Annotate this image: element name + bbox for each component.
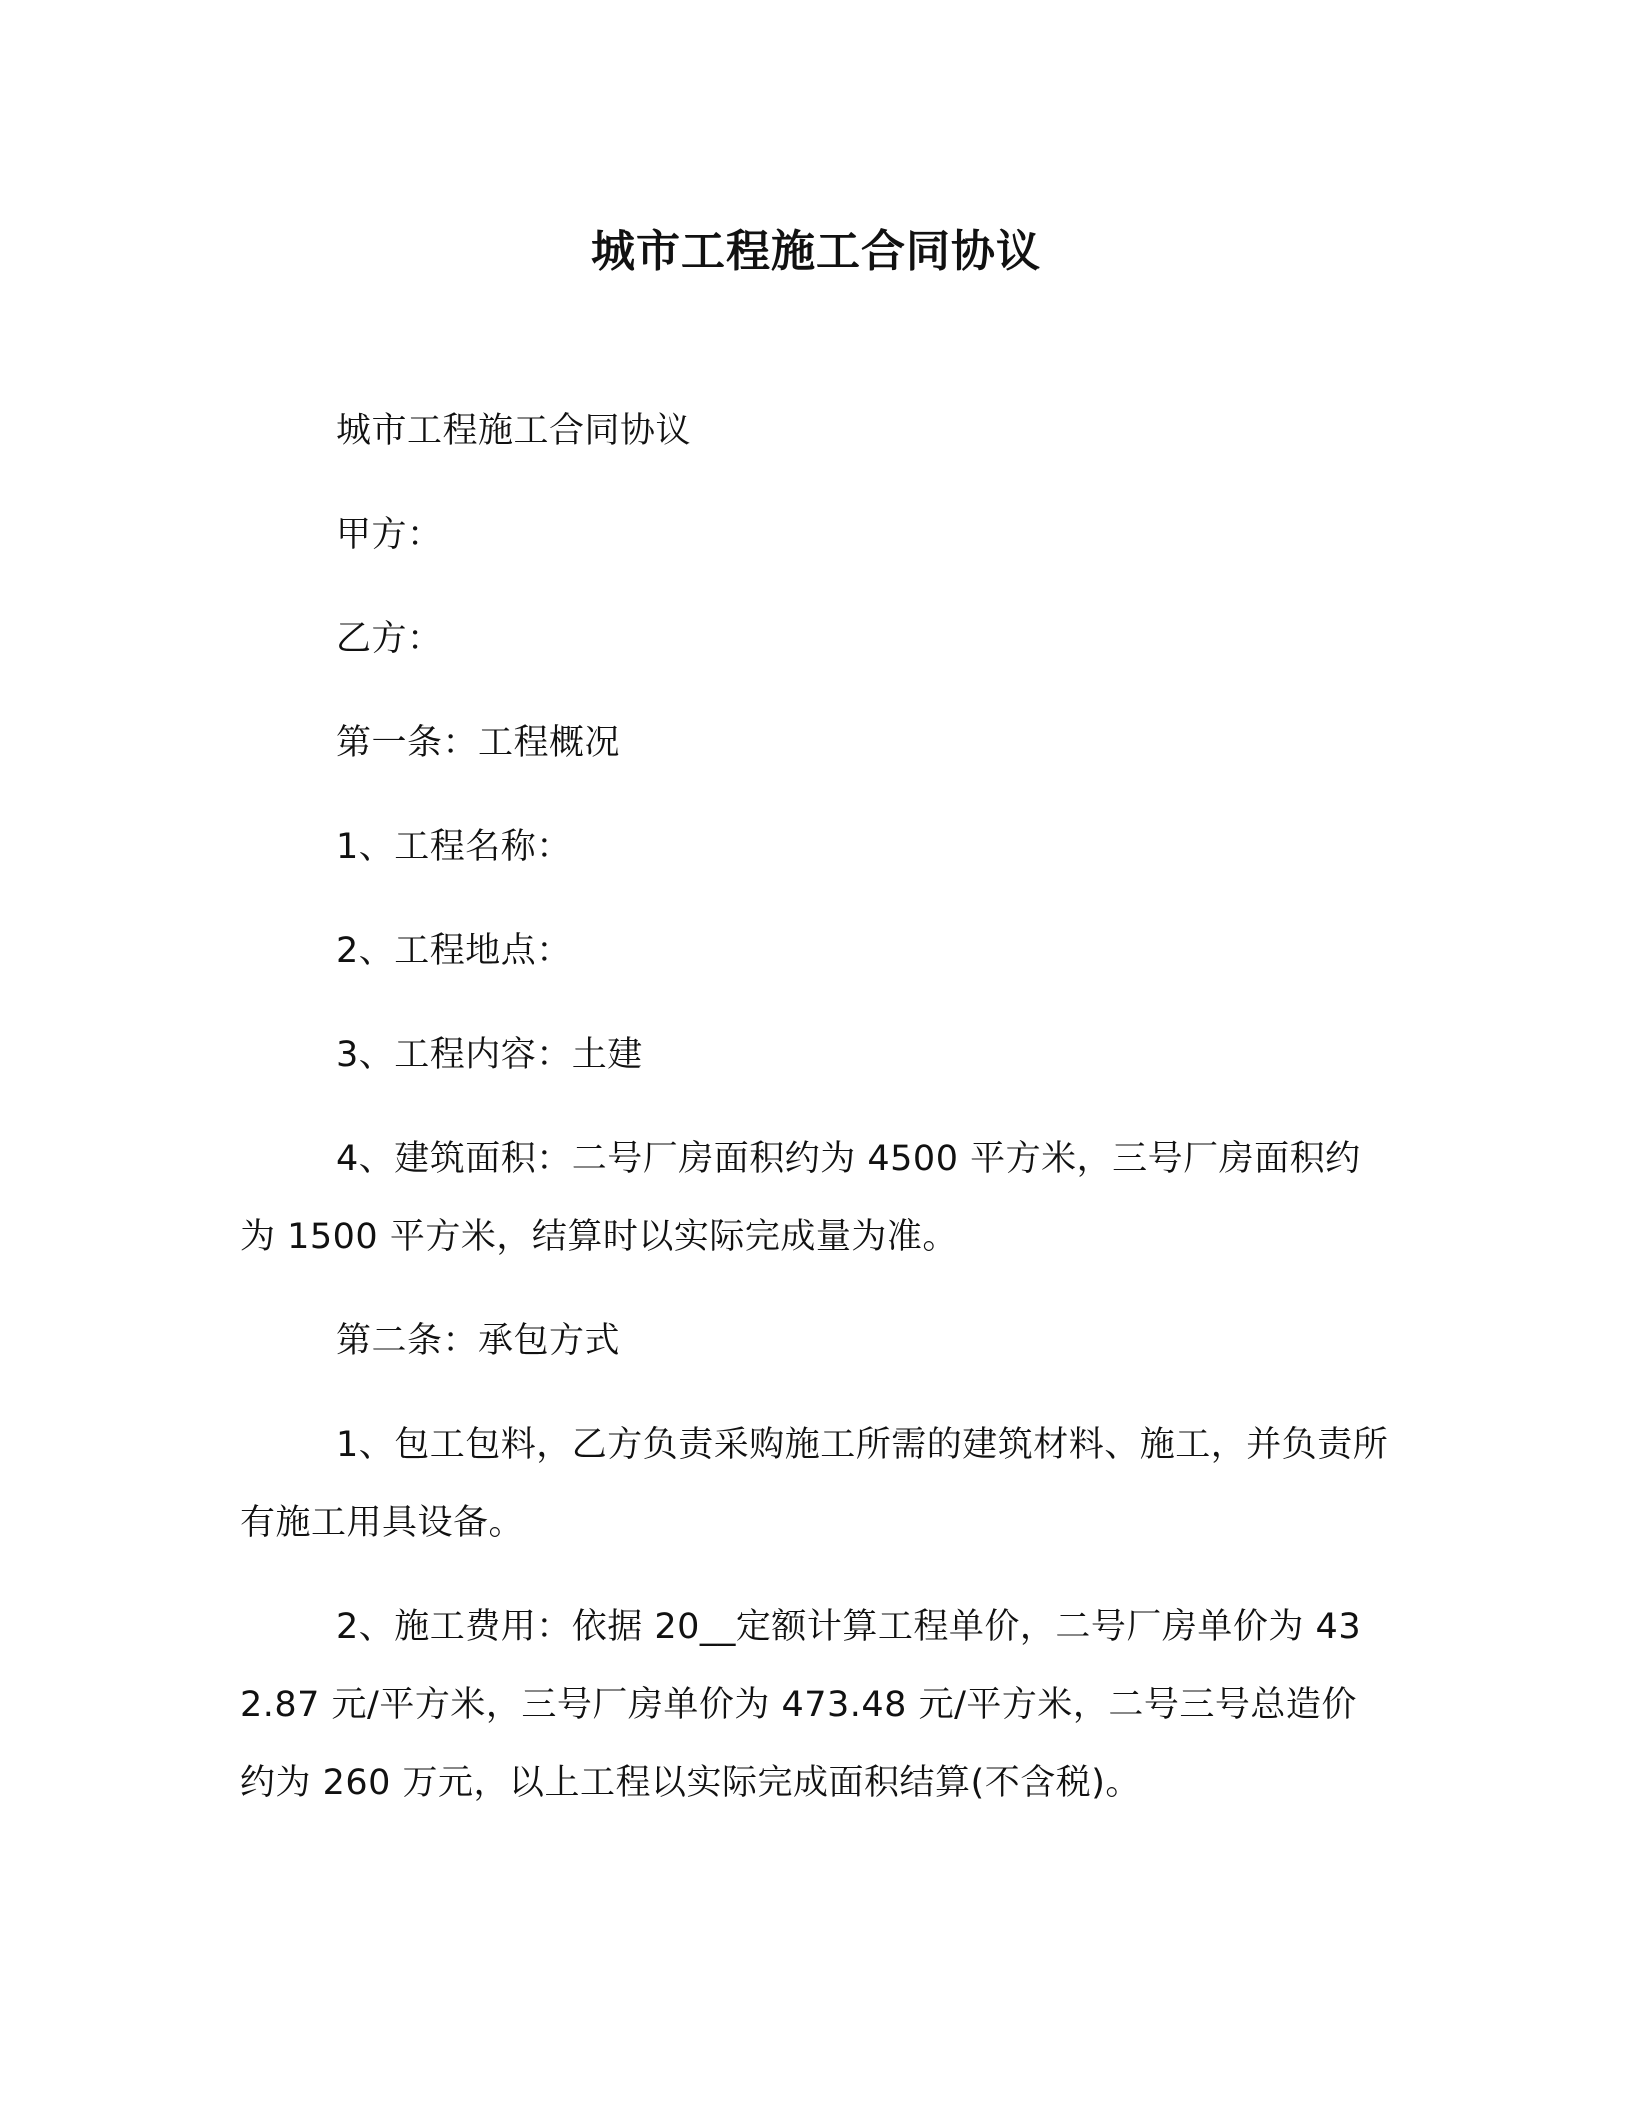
paragraph-party-b: 乙方： [336,619,443,659]
paragraph-project-name: 1、工程名称： [336,827,572,867]
paragraph-party-a: 甲方： [336,515,443,555]
paragraph-subtitle: 城市工程施工合同协议 [336,411,692,451]
document-body [240,392,1392,1848]
paragraph-project-location: 2、工程地点： [336,931,572,971]
paragraph-construction-cost: 2、施工费用：依据 20__定额计算工程单价，二号厂房单价为 432.87 元/平方米，三号厂房单价为 473.48 元/平方米，二号三号总造价约为 260 万元，以上工程以实际完成面积结算(不含税)。 [240,1607,1362,1803]
document-title: 城市工程施工合同协议 [591,226,1041,277]
paragraph-article-1-heading: 第一条：工程概况 [336,723,621,763]
paragraph-project-content: 3、工程内容：土建 [336,1035,643,1075]
paragraph-article-2-heading: 第二条：承包方式 [336,1321,621,1361]
paragraph-building-area: 4、建筑面积：二号厂房面积约为 4500 平方米，三号厂房面积约为 1500 平方米，结算时以实际完成量为准。 [240,1139,1361,1257]
paragraph-contract-method: 1、包工包料，乙方负责采购施工所需的建筑材料、施工，并负责所有施工用具设备。 [240,1425,1389,1543]
